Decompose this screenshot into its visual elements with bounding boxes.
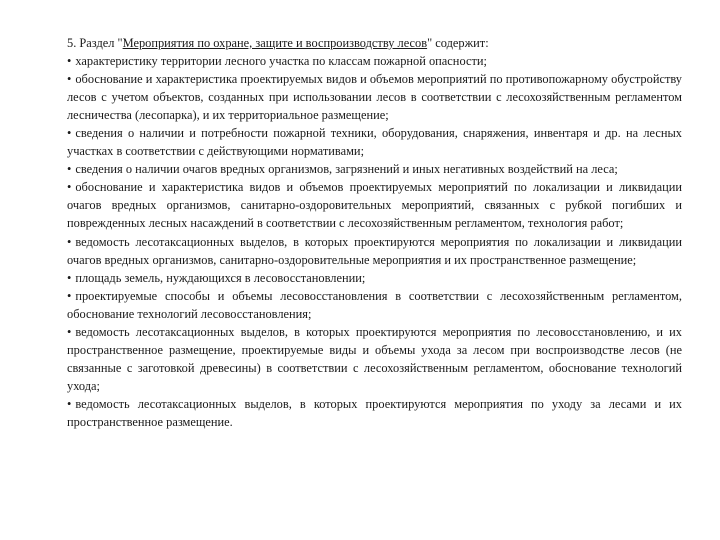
list-item	[67, 70, 682, 124]
bullet-icon: •	[67, 162, 72, 177]
list-item	[67, 269, 682, 287]
list-item	[67, 52, 682, 70]
list-item-text: обоснование и характеристика проектируемых видов и объемов мероприятий по противопожарному обустройству лесов с учетом объектов, созданных при использовании лесов в соответствии с лесохозяйственным регламентом лесничества (лесопарка), и их территориальное размещение;	[67, 72, 682, 123]
list-item-text: сведения о наличии очагов вредных организмов, загрязнений и иных негативных воздействий на леса;	[75, 162, 618, 177]
document-body	[67, 34, 682, 431]
bullet-icon: •	[67, 324, 72, 339]
heading-suffix: " содержит:	[427, 36, 489, 50]
list-item-text: ведомость лесотаксационных выделов, в которых проектируются мероприятия по локализации и ликвидации очагов вредных организмов, санитарно-оздоровительные мероприятия и их пространственное размещение;	[67, 234, 682, 267]
list-item-text: проектируемые способы и объемы лесовосстановления в соответствии с лесохозяйственным регламентом, обоснование технологий лесовосстановления;	[67, 288, 682, 321]
list-item-text: сведения о наличии и потребности пожарной техники, оборудования, снаряжения, инвентаря и др. на лесных участках в соответствии с действующими нормативами;	[67, 126, 682, 159]
heading-title: Мероприятия по охране, защите и воспроизводству лесов	[122, 36, 428, 50]
bullet-icon: •	[67, 126, 72, 141]
list-item	[67, 124, 682, 160]
bullet-icon: •	[67, 234, 72, 249]
heading-prefix: 5. Раздел "	[67, 36, 123, 50]
bullet-icon: •	[67, 72, 72, 87]
list-item	[67, 233, 682, 269]
list-item-text: ведомость лесотаксационных выделов, в которых проектируются мероприятия по уходу за лесами и их пространственное размещение.	[67, 396, 682, 429]
list-item	[67, 395, 682, 431]
bullet-icon: •	[67, 396, 72, 411]
section-heading	[67, 34, 682, 52]
list-item-text: характеристику территории лесного участка по классам пожарной опасности;	[75, 54, 487, 69]
list-item-text: площадь земель, нуждающихся в лесовосстановлении;	[75, 270, 366, 285]
bullet-icon: •	[67, 270, 72, 285]
bullet-icon: •	[67, 54, 72, 69]
bullet-icon: •	[67, 288, 72, 303]
bullet-icon: •	[67, 180, 72, 195]
list-item	[67, 287, 682, 323]
list-item	[67, 160, 682, 178]
list-item-text: ведомость лесотаксационных выделов, в которых проектируются мероприятия по лесовосстановлению, и их пространственное размещение, проектируемые виды и объемы ухода за лесом при воспроизводстве лесов (не связанные с заготовкой древесины) в соответствии с лесохозяйственным регламентом, обоснование технологий ухода;	[67, 324, 682, 393]
list-item-text: обоснование и характеристика видов и объемов проектируемых мероприятий по локализации и ликвидации очагов вредных организмов, санитарно-оздоровительных мероприятий, связанных с рубкой погибших и поврежденных лесных насаждений в соответствии с лесохозяйственным регламентом, технология работ;	[67, 180, 682, 231]
list-item	[67, 178, 682, 232]
list-item	[67, 323, 682, 395]
